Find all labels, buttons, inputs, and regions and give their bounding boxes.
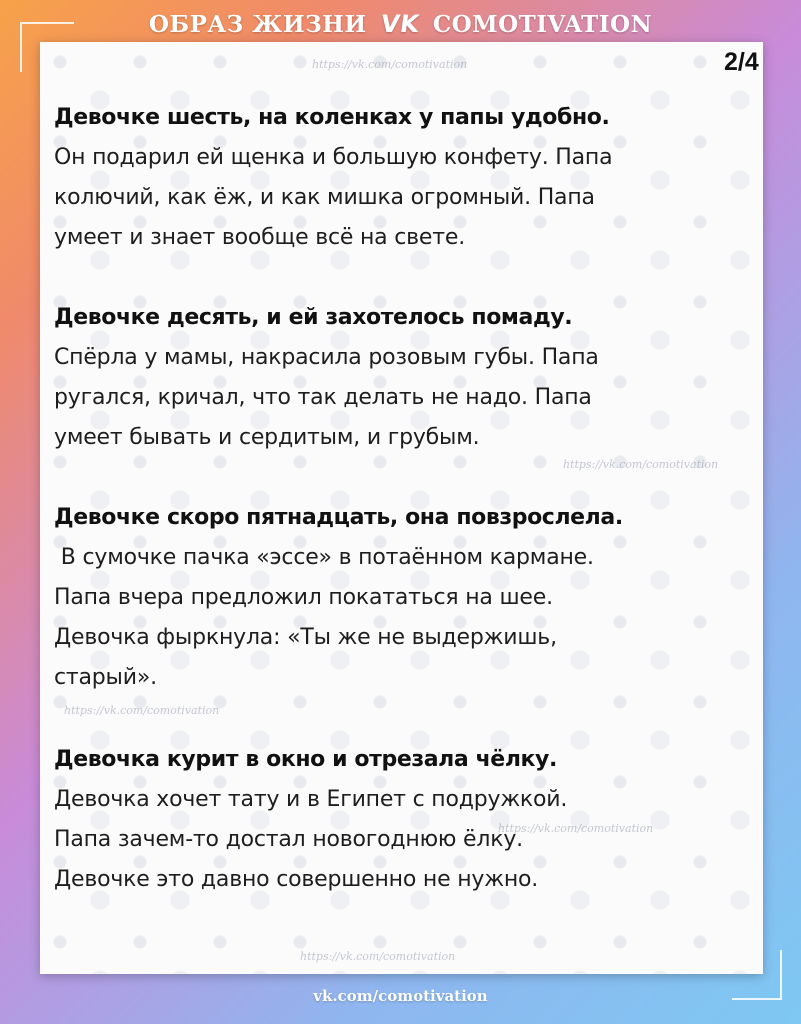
header-banner (0, 4, 801, 44)
stanza-line: ругался, кричал, что так делать не надо. Папа (54, 385, 592, 410)
stanza-heading: Девочке десять, и ей захотелось помаду. (54, 305, 573, 330)
watermark-link: https://vk.com/comotivation (498, 822, 654, 835)
watermark-link: https://vk.com/comotivation (563, 458, 719, 471)
page-indicator: 2/4 (724, 48, 759, 76)
stanza-1 (54, 98, 734, 258)
stanza-line: В сумочке пачка «эссе» в потаённом кармане. (54, 545, 594, 570)
watermark-link: https://vk.com/comotivation (300, 950, 456, 963)
stanza-line: Спёрла у мамы, накрасила розовым губы. Папа (54, 345, 599, 370)
stanza-heading: Девочке скоро пятнадцать, она повзрослела. (54, 505, 623, 530)
stanza-4 (54, 740, 734, 900)
header-right-title: COMOTIVATION (432, 10, 653, 38)
stanza-line: умеет бывать и сердитым, и грубым. (54, 425, 480, 450)
stanza-line: старый». (54, 665, 157, 690)
stanza-line: Девочке это давно совершенно не нужно. (54, 867, 539, 892)
footer-link: vk.com/comotivation (313, 987, 488, 1005)
stanza-line: умеет и знает вообще всё на свете. (54, 225, 465, 250)
stanza-line: Девочка фыркнула: «Ты же не выдержишь, (54, 625, 557, 650)
stanza-line: Папа зачем-то достал новогоднюю ёлку. (54, 827, 523, 852)
stanza-line: Папа вчера предложил покататься на шее. (54, 585, 553, 610)
watermark-link: https://vk.com/comotivation (312, 58, 468, 71)
stanza-line: Девочка хочет тату и в Египет с подружкой. (54, 787, 568, 812)
stanza-heading: Девочка курит в окно и отрезала чёлку. (54, 747, 557, 772)
stanza-heading: Девочке шесть, на коленках у папы удобно. (54, 105, 610, 130)
stanza-line: Он подарил ей щенка и большую конфету. Папа (54, 145, 613, 170)
vk-logo-icon: VK (378, 10, 421, 38)
stanza-line: колючий, как ёж, и как мишка огромный. Папа (54, 185, 595, 210)
stanza-2 (54, 298, 734, 458)
header-left-title: ОБРАЗ ЖИЗНИ (148, 10, 367, 38)
stanza-3 (54, 498, 734, 698)
watermark-link: https://vk.com/comotivation (64, 704, 220, 717)
